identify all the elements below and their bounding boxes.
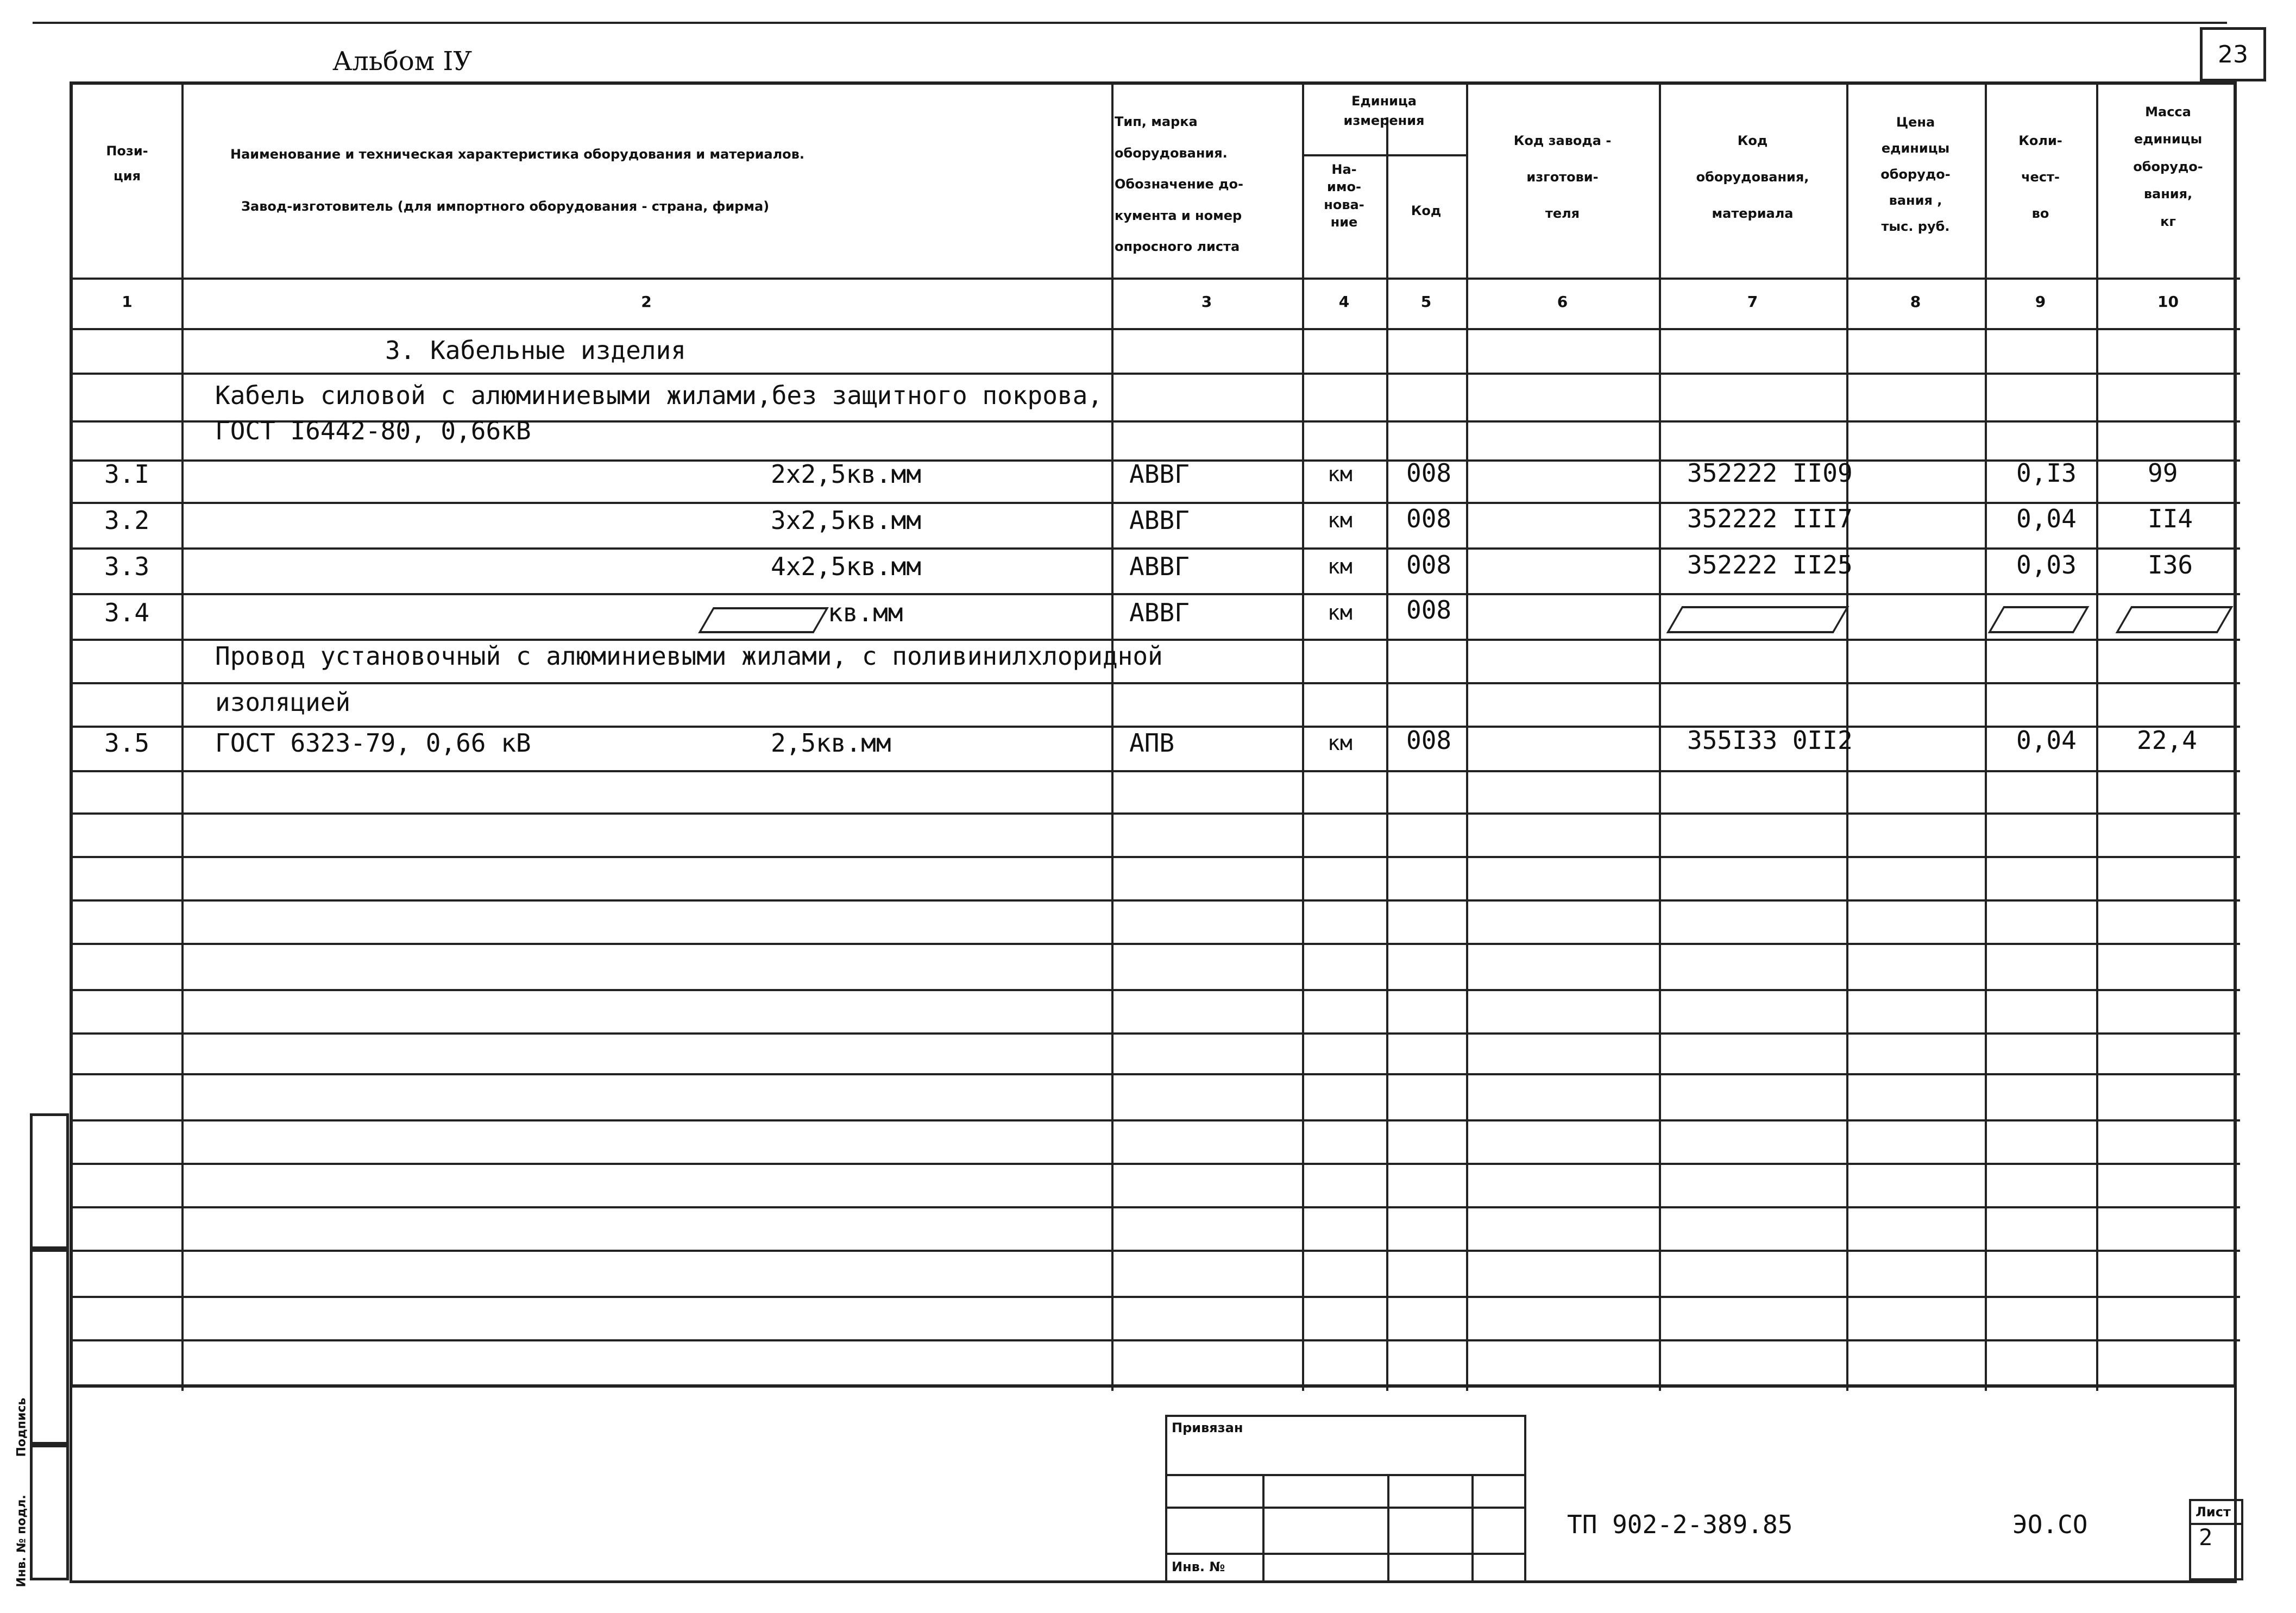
row4-eq-code-blank (1666, 606, 1850, 633)
row4-spec: кв.мм (828, 598, 903, 627)
colnum-2: 2 (641, 293, 652, 311)
header-mass-l2: единицы (2134, 131, 2203, 147)
hline-unit-split (1302, 154, 1466, 156)
row3-position: 3.3 (104, 552, 150, 581)
row3-qty: 0,03 (2016, 550, 2077, 579)
doc-code: ТП 902-2-389.85 (1567, 1510, 1793, 1539)
row2-qty: 0,04 (2016, 504, 2077, 533)
header-unit-name-l4: ние (1330, 215, 1358, 230)
sheet-box (2189, 1499, 2243, 1580)
vline-6 (1659, 85, 1661, 1391)
row-line (73, 502, 2240, 504)
row-line (73, 1073, 2240, 1075)
row1-eq-code: 352222 II09 (1687, 458, 1853, 488)
cable-desc-line2: ГОСТ I6442-80, 0,66кВ (215, 416, 531, 445)
row5-code: 008 (1406, 726, 1452, 755)
header-position-l2: ция (113, 168, 141, 184)
cable-desc-line1: Кабель силовой с алюминиевыми жилами,без защитного покрова, (215, 381, 1103, 410)
stamp-privyazan-label: Привязан (1172, 1420, 1243, 1435)
header-unit-name-l3: нова- (1324, 197, 1364, 212)
album-title: Альбом IУ (332, 46, 473, 77)
row5-spec: 2,5кв.мм (771, 728, 891, 758)
vline-2 (1111, 85, 1114, 1391)
header-type-l3: Обозначение до- (1115, 177, 1243, 192)
row-line (73, 1119, 2240, 1121)
row-line (73, 1032, 2240, 1035)
row2-spec: 3х2,5кв.мм (771, 506, 921, 535)
header-price (1846, 109, 1985, 240)
row3-eq-code: 352222 II25 (1687, 550, 1853, 579)
row4-code: 008 (1406, 595, 1452, 625)
header-unit-name-l2: имо- (1327, 179, 1361, 195)
colnum-10: 10 (2157, 293, 2179, 311)
sheet-number: 2 (2199, 1524, 2213, 1551)
row-line (73, 812, 2240, 815)
header-equip-l3: материала (1712, 206, 1794, 222)
row-line (73, 593, 2240, 595)
row1-mass: 99 (2148, 458, 2178, 488)
vline-1 (181, 85, 184, 1391)
header-name (122, 128, 1045, 232)
wire-desc-line2: изоляцией (215, 688, 351, 717)
row5-gost: ГОСТ 6323-79, 0,66 кВ (215, 728, 531, 758)
section-title: 3. Кабельные изделия (385, 336, 686, 365)
row5-qty: 0,04 (2016, 726, 2077, 755)
header-equip-l1: Код (1737, 133, 1768, 148)
row4-type: АВВГ (1129, 598, 1190, 627)
header-mass-l1: Масса (2145, 104, 2191, 119)
wire-desc-line1: Провод установочный с алюминиевыми жилами, с поливинилхлоридной (215, 641, 1163, 671)
row5-position: 3.5 (104, 728, 150, 758)
row4-spec-blank (698, 607, 829, 633)
header-qty-l3: во (2031, 206, 2049, 222)
header-quantity (1985, 123, 2096, 232)
title-block (70, 1388, 2237, 1583)
row-line (73, 547, 2240, 550)
row3-spec: 4х2,5кв.мм (771, 552, 921, 581)
row1-type: АВВГ (1129, 459, 1190, 489)
header-unit-l1: Единица (1351, 93, 1417, 109)
row4-position: 3.4 (104, 598, 150, 627)
row5-unit: км (1328, 731, 1353, 755)
vline-3 (1302, 85, 1304, 1391)
header-mass-l4: вания, (2143, 186, 2193, 202)
colnum-7: 7 (1747, 293, 1758, 311)
header-type-l5: опросного листа (1115, 239, 1240, 255)
header-unit (1302, 91, 1466, 130)
row1-qty: 0,I3 (2016, 458, 2077, 488)
side-label-sign: Подпись (15, 1397, 29, 1457)
row3-unit: км (1328, 555, 1353, 578)
header-position-l1: Пози- (106, 143, 148, 159)
sheet-label: Лист (2196, 1504, 2231, 1520)
hline-colnums (73, 328, 2240, 330)
row-line (73, 373, 2240, 375)
header-unit-name-l1: На- (1331, 162, 1357, 177)
row-line (73, 682, 2240, 684)
header-name-l1: Наименование и техническая характеристика оборудования и материалов. (230, 147, 804, 162)
header-type-l1: Тип, марка (1115, 114, 1198, 129)
row2-eq-code: 352222 III7 (1687, 504, 1853, 533)
side-label-inv: Инв. № подл. (15, 1495, 29, 1587)
vline-9 (2096, 85, 2098, 1391)
stamp-vline-1 (1262, 1474, 1265, 1583)
stamp-privyazan (1165, 1415, 1526, 1583)
header-mass (2096, 98, 2240, 235)
sheet-code: ЭО.СО (2012, 1510, 2088, 1539)
row-line (73, 899, 2240, 902)
row2-code: 008 (1406, 504, 1452, 533)
specification-table (70, 81, 2237, 1388)
row-line (73, 1206, 2240, 1208)
header-factory-l3: теля (1545, 206, 1580, 222)
header-unit-code-l1: Код (1411, 203, 1442, 218)
header-mass-l5: кг (2160, 213, 2176, 229)
row5-eq-code: 355I33 0II2 (1687, 726, 1853, 755)
row1-spec: 2х2,5кв.мм (771, 459, 921, 489)
row-line (73, 1250, 2240, 1252)
side-box-top (30, 1113, 69, 1249)
row1-code: 008 (1406, 458, 1452, 488)
header-unit-l2: измерения (1343, 113, 1425, 128)
row2-mass: II4 (2148, 504, 2193, 533)
header-price-l4: вания , (1889, 193, 1942, 208)
stamp-inv-label: Инв. № (1172, 1559, 1225, 1574)
header-price-l5: тыс. руб. (1881, 219, 1950, 234)
hline-header (73, 278, 2240, 280)
row1-position: 3.I (104, 459, 150, 489)
row-line (73, 1339, 2240, 1341)
row4-unit: км (1328, 601, 1353, 625)
row1-unit: км (1328, 462, 1353, 486)
row2-unit: км (1328, 508, 1353, 532)
header-type (1115, 106, 1302, 263)
header-qty-l2: чест- (2021, 169, 2060, 185)
row-line (73, 639, 2240, 641)
header-qty-l1: Коли- (2018, 133, 2062, 148)
colnum-6: 6 (1557, 293, 1568, 311)
colnum-4: 4 (1338, 293, 1350, 311)
stamp-vline-3 (1471, 1474, 1474, 1583)
row-line (73, 989, 2240, 991)
row-line (73, 943, 2240, 945)
side-signature-strip (15, 1331, 40, 1587)
row-line (73, 856, 2240, 858)
row2-position: 3.2 (104, 506, 150, 535)
colnum-3: 3 (1201, 293, 1212, 311)
page-number: 23 (2200, 27, 2266, 81)
header-factory-l2: изготови- (1526, 169, 1599, 185)
row3-mass: I36 (2148, 550, 2193, 579)
row-line (73, 1163, 2240, 1165)
row2-type: АВВГ (1129, 506, 1190, 535)
header-price-l2: единицы (1881, 141, 1950, 156)
row3-type: АВВГ (1129, 552, 1190, 581)
row5-mass: 22,4 (2137, 726, 2197, 755)
top-rule (33, 22, 2227, 24)
row5-type: АПВ (1129, 728, 1175, 758)
header-price-l1: Цена (1896, 115, 1935, 130)
header-mass-l3: оборудо- (2133, 159, 2203, 174)
stamp-vline-2 (1387, 1474, 1389, 1583)
header-equipment-code (1659, 123, 1846, 232)
row4-mass-blank (2116, 606, 2234, 633)
row-line (73, 770, 2240, 772)
row-line (73, 726, 2240, 728)
header-type-l4: кумента и номер (1115, 207, 1242, 223)
header-factory-code (1466, 123, 1659, 232)
row4-qty-blank (1988, 606, 2090, 633)
colnum-8: 8 (1910, 293, 1921, 311)
header-factory-l1: Код завода - (1513, 133, 1612, 148)
vline-8 (1985, 85, 1987, 1391)
row-line (73, 1296, 2240, 1298)
header-price-l3: оборудо- (1880, 167, 1951, 182)
header-type-l2: оборудования. (1115, 145, 1228, 161)
vline-5 (1466, 85, 1468, 1391)
colnum-5: 5 (1420, 293, 1432, 311)
header-name-l2: Завод-изготовитель (для импортного оборудования - страна, фирма) (241, 199, 770, 214)
colnum-1: 1 (122, 293, 133, 311)
colnum-9: 9 (2035, 293, 2046, 311)
row3-code: 008 (1406, 550, 1452, 579)
header-unit-name (1302, 161, 1386, 231)
header-unit-code (1386, 199, 1466, 224)
header-equip-l2: оборудования, (1696, 169, 1809, 185)
